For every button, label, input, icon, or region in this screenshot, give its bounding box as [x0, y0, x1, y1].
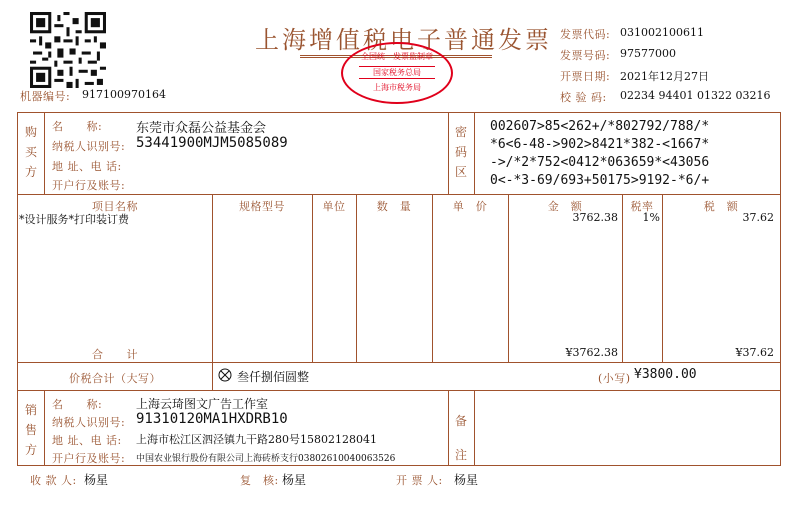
col-header-price: 单 价: [452, 200, 488, 213]
payee: 杨星: [84, 473, 109, 487]
rule: [312, 194, 313, 362]
official-seal: [341, 42, 453, 104]
issue-date-label: 开票日期:: [560, 70, 611, 83]
subtotal-tax: ¥37.62: [735, 346, 774, 359]
seller-address-label: 地 址、电 话:: [52, 434, 122, 447]
col-header-unit: 单位: [322, 200, 346, 213]
grand-total-small-label: (小写): [598, 372, 631, 385]
grand-total-small: ¥3800.00: [634, 367, 697, 382]
cipher-line: 0<-*3-69/693+50175>9192-*6/+: [490, 173, 710, 188]
cipher-line: 002607>85<262+/*802792/788/*: [490, 119, 710, 134]
item-name: *设计服务*打印装订费: [19, 213, 129, 226]
seller-address: 上海市松江区泗泾镇九干路280号15802128041: [136, 433, 377, 446]
rule: [44, 390, 45, 466]
subtotal-amount: ¥3762.38: [565, 346, 618, 359]
reviewer-label: 复 核:: [240, 474, 279, 487]
drawer: 杨星: [454, 473, 479, 487]
rule: [212, 362, 213, 390]
seller-section-label: 销 售 方: [24, 403, 37, 457]
grand-total-upper: 叁仟捌佰圆整: [237, 370, 310, 384]
rule: [356, 194, 357, 362]
invoice-title: 上海增值税电子普通发票: [255, 26, 552, 54]
seal-text-bottom: 上海市税务局: [373, 83, 421, 92]
check-code-label: 校 验 码:: [560, 91, 607, 104]
seller-tax-id-label: 纳税人识别号:: [52, 416, 126, 429]
machine-no: 917100970164: [82, 88, 166, 101]
seller-bank: 中国农业银行股份有限公司上海砖桥支行03802610040063526: [136, 454, 396, 464]
seller-name-label: 名 称:: [52, 398, 103, 411]
cipher-line: *6<6-48->902>8421*382-<1667*: [490, 137, 710, 152]
drawer-label: 开 票 人:: [396, 474, 443, 487]
rule: [44, 112, 45, 194]
remark-section-label: 备 注: [454, 414, 467, 462]
item-amount: 3762.38: [572, 211, 618, 224]
seal-text-middle: 国家税务总局: [359, 66, 435, 79]
invoice-number-label: 发票号码:: [560, 49, 611, 62]
col-header-qty: 数 量: [376, 200, 412, 213]
subtotal-label: 合 计: [92, 348, 138, 361]
reviewer: 杨星: [282, 473, 307, 487]
buyer-name: 东莞市众磊公益基金会: [136, 121, 267, 136]
seller-name: 上海云琦图文广告工作室: [136, 397, 269, 411]
cipher-section-label: 密 码 区: [454, 125, 467, 179]
rule: [17, 194, 781, 195]
rule: [17, 362, 781, 363]
payee-label: 收 款 人:: [30, 474, 77, 487]
buyer-address-label: 地 址、电 话:: [52, 160, 122, 173]
buyer-bank-label: 开户行及账号:: [52, 179, 126, 192]
buyer-tax-id: 53441900MJM5085089: [136, 135, 288, 151]
machine-no-label: 机器编号:: [20, 90, 71, 103]
seller-tax-id: 91310120MA1HXDRB10: [136, 411, 288, 427]
seal-text-top: 全国统一发票监制章: [361, 52, 433, 61]
rule: [212, 194, 213, 362]
rule: [474, 390, 475, 466]
buyer-tax-id-label: 纳税人识别号:: [52, 140, 126, 153]
qr-code: [30, 12, 106, 88]
seller-bank-label: 开户行及账号:: [52, 452, 126, 465]
invoice-code-label: 发票代码:: [560, 28, 611, 41]
col-header-tax: 税 额: [703, 200, 739, 213]
cross-circle-icon: [218, 368, 232, 382]
buyer-name-label: 名 称:: [52, 120, 103, 133]
col-header-rate: 税率: [630, 200, 654, 213]
item-tax-rate: 1%: [642, 211, 660, 224]
rule: [448, 390, 449, 466]
buyer-section-label: 购 买 方: [24, 125, 37, 179]
issue-date: 2021年12月27日: [620, 70, 709, 83]
rule: [17, 390, 781, 391]
col-header-spec: 规格型号: [239, 200, 285, 213]
rule: [448, 112, 449, 194]
grand-total-label: 价税合计（大写）: [69, 372, 161, 385]
col-header-item-name: 项目名称: [92, 200, 138, 213]
invoice-number: 97577000: [620, 47, 676, 60]
col-header-amount: 金 额: [547, 200, 583, 213]
check-code: 02234 94401 01322 03216: [620, 89, 771, 102]
cipher-line: ->/*2*752<0412*063659*<43056: [490, 155, 710, 170]
rule: [432, 194, 433, 362]
rule: [474, 112, 475, 194]
invoice-code: 031002100611: [620, 26, 704, 39]
item-tax: 37.62: [742, 211, 774, 224]
